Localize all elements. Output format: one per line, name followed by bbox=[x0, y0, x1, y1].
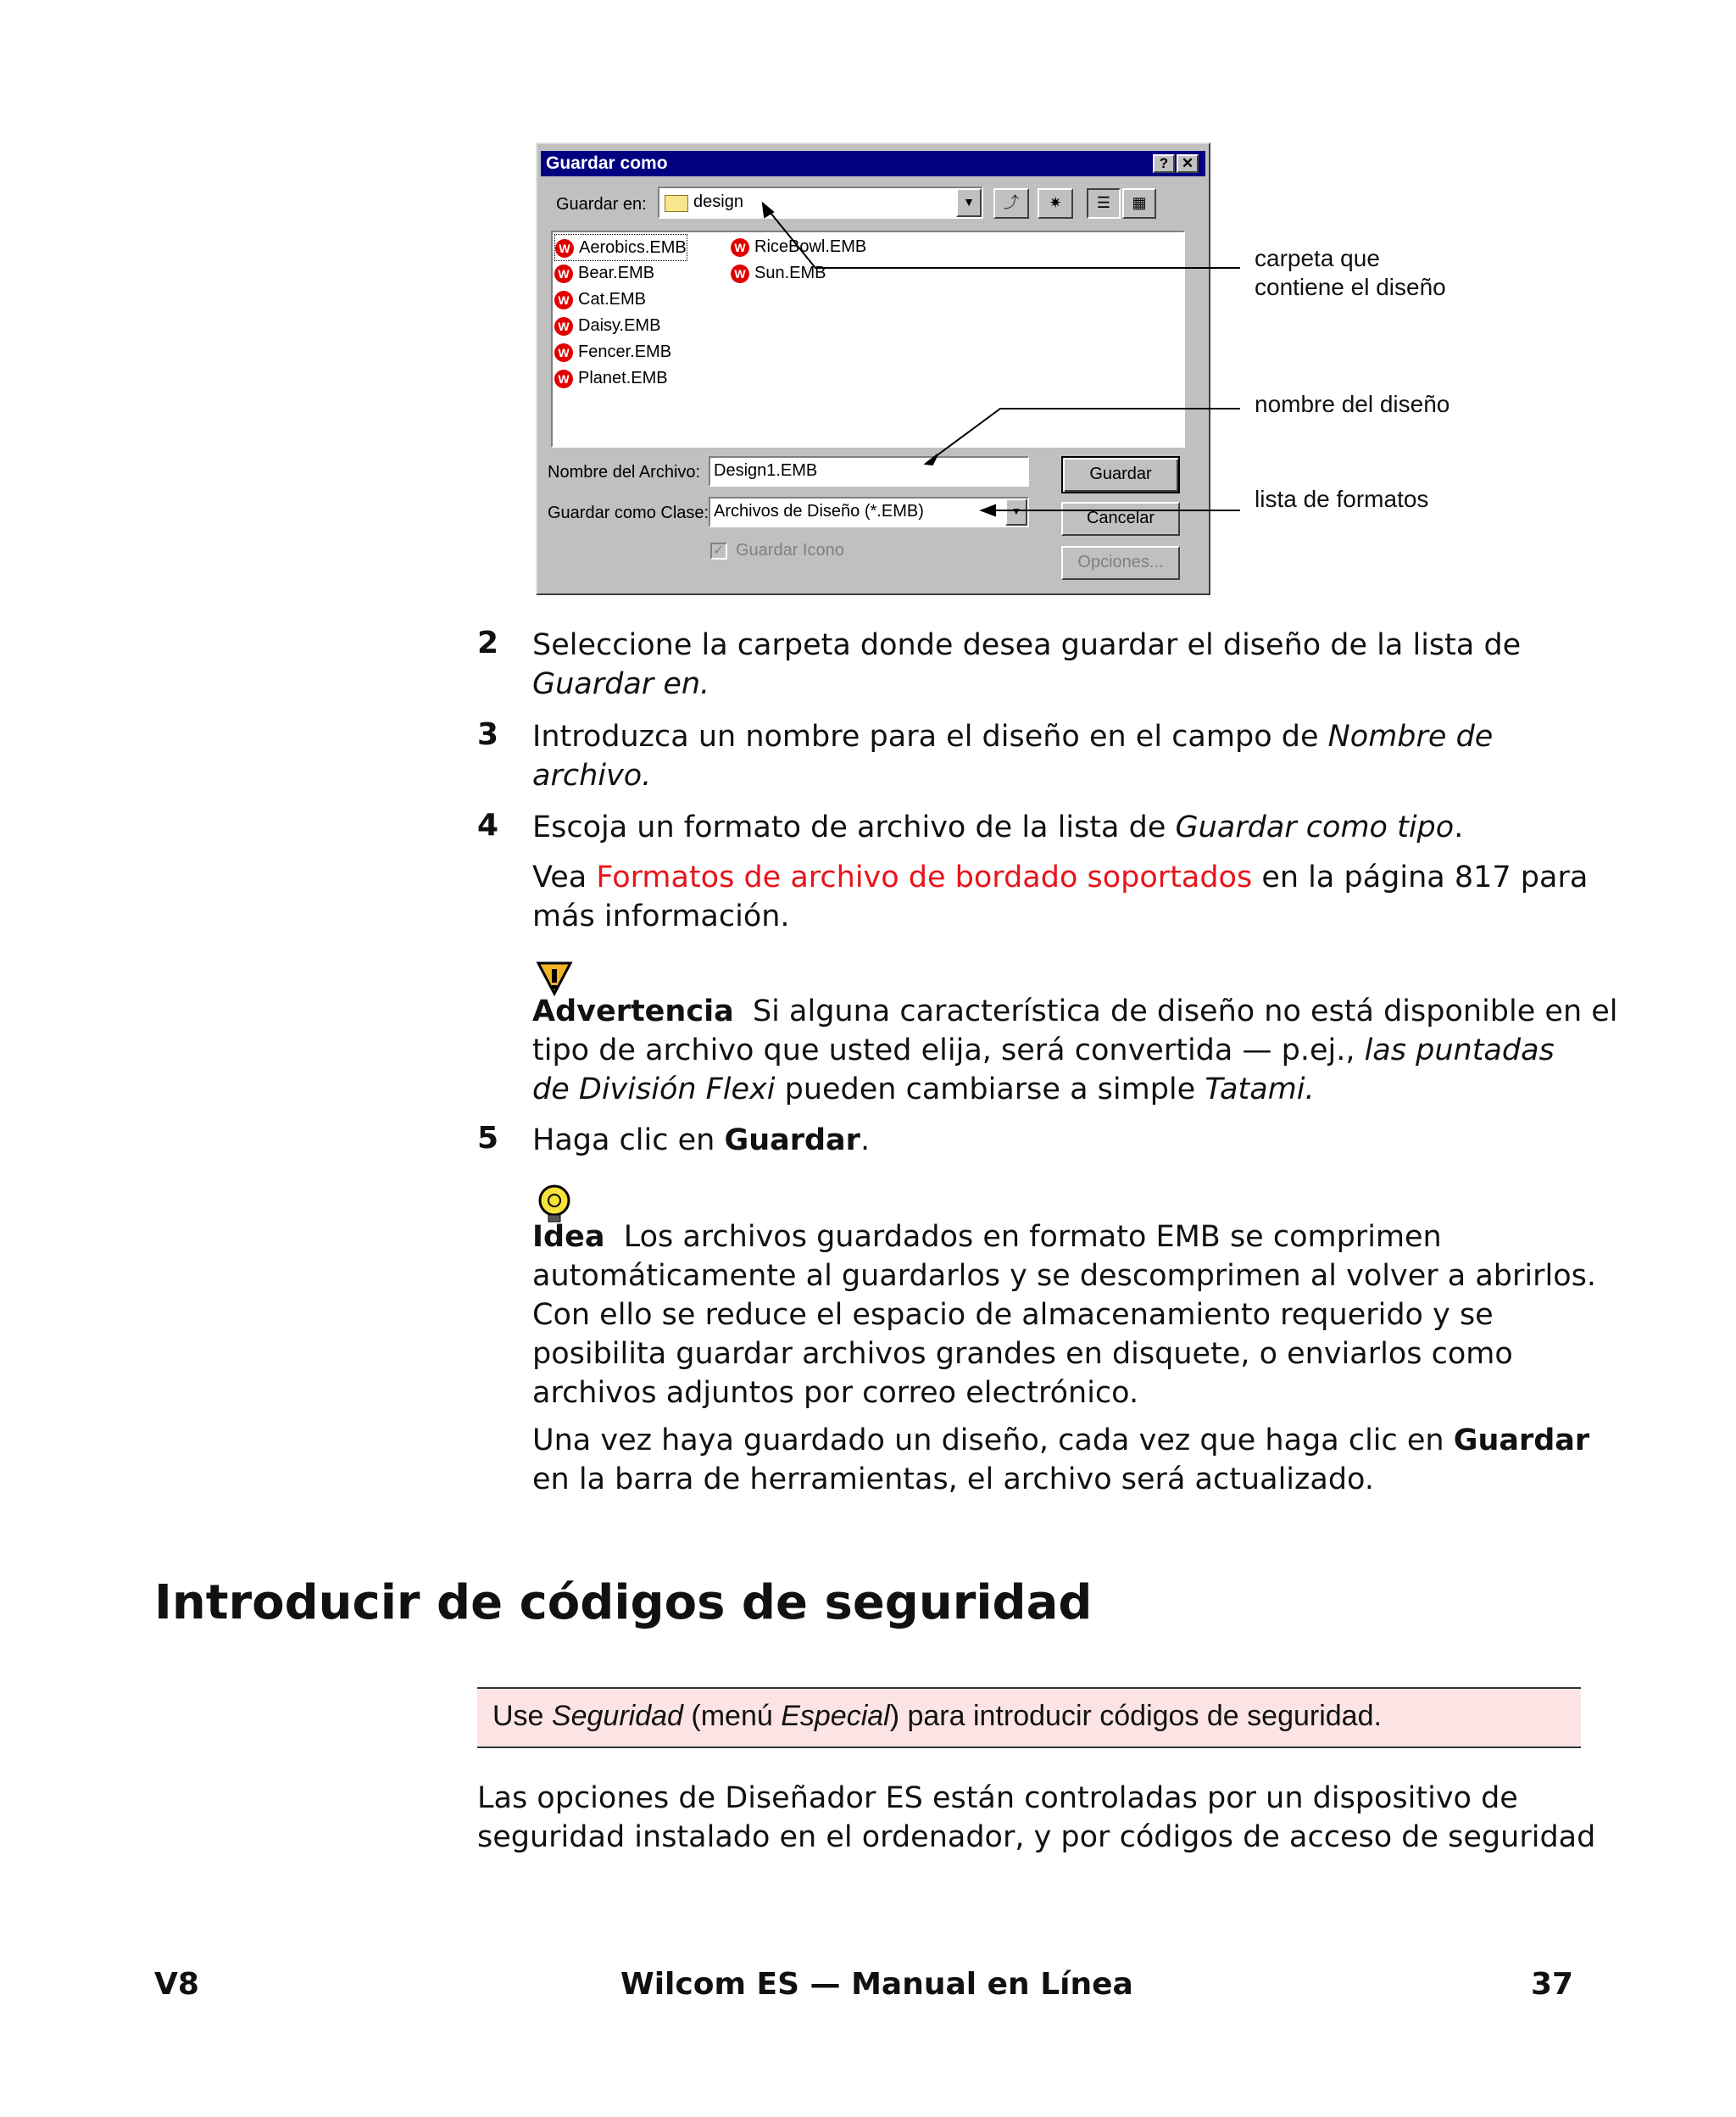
list-item[interactable]: W Cat.EMB bbox=[554, 287, 646, 312]
list-item[interactable]: W RiceBowl.EMB bbox=[731, 234, 866, 259]
filename-label: Nombre del Archivo: bbox=[548, 463, 701, 482]
wilcom-file-icon: W bbox=[555, 239, 574, 258]
save-icon-checkbox[interactable]: ✓ bbox=[710, 543, 727, 560]
help-button[interactable]: ? bbox=[1153, 154, 1175, 173]
wilcom-file-icon: W bbox=[554, 370, 573, 388]
idea-note: Idea Los archivos guardados en formato EMB se comprimen automáticamente al guardarlos y se descomprimen al volver a abrirlos. Con ello se reduce el espacio de almacenamiento requerido y se posibilita guardar archivos grandes en disquete, o enviarlos como archivos adjuntos por correo electrónico. bbox=[532, 1220, 1596, 1410]
wilcom-file-icon: W bbox=[731, 265, 749, 283]
details-view-icon[interactable]: ▦ bbox=[1122, 188, 1156, 219]
arrowhead bbox=[982, 505, 995, 515]
wilcom-file-icon: W bbox=[554, 343, 573, 362]
wilcom-file-icon: W bbox=[554, 291, 573, 309]
menu-path-note: Use Seguridad (menú Especial) para introducir códigos de seguridad. bbox=[477, 1687, 1581, 1748]
up-folder-icon[interactable]: ⤴ bbox=[993, 188, 1029, 219]
section-heading: Introducir de códigos de seguridad bbox=[154, 1575, 1093, 1630]
callout-name: nombre del diseño bbox=[1255, 391, 1450, 417]
step-number: 3 bbox=[477, 717, 499, 752]
list-item[interactable]: W Daisy.EMB bbox=[554, 313, 660, 338]
step-4-text: Escoja un formato de archivo de la lista de Guardar como tipo. bbox=[532, 811, 1464, 844]
callout-line-name bbox=[926, 409, 1240, 464]
see-also-text: Vea Formatos de archivo de bordado soportados en la página 817 para más información. bbox=[532, 861, 1589, 933]
guardar-button[interactable]: Guardar bbox=[1061, 456, 1180, 493]
callout-lines bbox=[0, 0, 1736, 610]
wilcom-file-icon: W bbox=[554, 265, 573, 283]
opciones-button[interactable]: Opciones... bbox=[1061, 546, 1180, 580]
list-item[interactable]: W Aerobics.EMB bbox=[554, 234, 687, 261]
wilcom-file-icon: W bbox=[731, 238, 749, 257]
step-number: 4 bbox=[477, 808, 499, 843]
chevron-down-icon[interactable]: ▼ bbox=[956, 188, 982, 217]
step-2-text: Seleccione la carpeta donde desea guardar el diseño de la lista de Guardar en. bbox=[532, 628, 1522, 701]
list-item[interactable]: W Bear.EMB bbox=[554, 260, 654, 286]
arrowhead bbox=[926, 454, 938, 465]
list-item[interactable]: W Planet.EMB bbox=[554, 365, 668, 391]
step-number: 5 bbox=[477, 1121, 499, 1156]
new-folder-icon[interactable]: ✷ bbox=[1038, 188, 1073, 219]
list-view-icon[interactable]: ☰ bbox=[1087, 188, 1121, 219]
idea-title: Idea bbox=[532, 1220, 605, 1254]
save-in-value: design bbox=[693, 192, 743, 211]
list-item[interactable]: W Fencer.EMB bbox=[554, 339, 671, 365]
warning-note: Advertencia Si alguna característica de diseño no está disponible en el tipo de archivo que usted elija, será convertida — p.ej., las puntadas de División Flexi pueden cambiarse a simple Tatami. bbox=[532, 994, 1618, 1106]
filename-value: Design1.EMB bbox=[714, 461, 818, 480]
save-in-label: Guardar en: bbox=[556, 195, 647, 214]
warning-title: Advertencia bbox=[532, 994, 734, 1028]
step-3-text: Introduzca un nombre para el diseño en el campo de Nombre de archivo. bbox=[532, 720, 1494, 793]
footer-page-number: 37 bbox=[1531, 1967, 1574, 2002]
cancelar-button[interactable]: Cancelar bbox=[1061, 502, 1180, 536]
callout-folder: carpeta que contiene el diseño bbox=[1255, 245, 1446, 300]
save-icon-label: Guardar Icono bbox=[736, 541, 844, 560]
chevron-down-icon[interactable]: ▼ bbox=[1005, 499, 1027, 526]
step-5-text: Haga clic en Guardar. bbox=[532, 1123, 871, 1157]
step-number: 2 bbox=[477, 626, 499, 660]
wilcom-file-icon: W bbox=[554, 317, 573, 336]
list-item[interactable]: W Sun.EMB bbox=[731, 260, 826, 286]
callout-formats: lista de formatos bbox=[1255, 486, 1429, 512]
dialog-title: Guardar como bbox=[546, 153, 668, 173]
callout-line-folder bbox=[763, 203, 1240, 268]
file-type-label: Guardar como Clase: bbox=[548, 504, 709, 522]
footer-version: V8 bbox=[154, 1967, 199, 2002]
close-button[interactable]: ✕ bbox=[1177, 154, 1199, 173]
file-type-value: Archivos de Diseño (*.EMB) bbox=[714, 502, 924, 521]
after-save-text: Una vez haya guardado un diseño, cada vez que haga clic en Guardar en la barra de herramientas, el archivo será actualizado. bbox=[532, 1423, 1590, 1496]
footer-title: Wilcom ES — Manual en Línea bbox=[620, 1967, 1133, 2002]
section-paragraph: Las opciones de Diseñador ES están controladas por un dispositivo de seguridad instalado en el ordenador, y por códigos de acceso de seguridad bbox=[477, 1781, 1596, 1854]
cross-reference-link[interactable]: Formatos de archivo de bordado soportados bbox=[596, 861, 1253, 894]
